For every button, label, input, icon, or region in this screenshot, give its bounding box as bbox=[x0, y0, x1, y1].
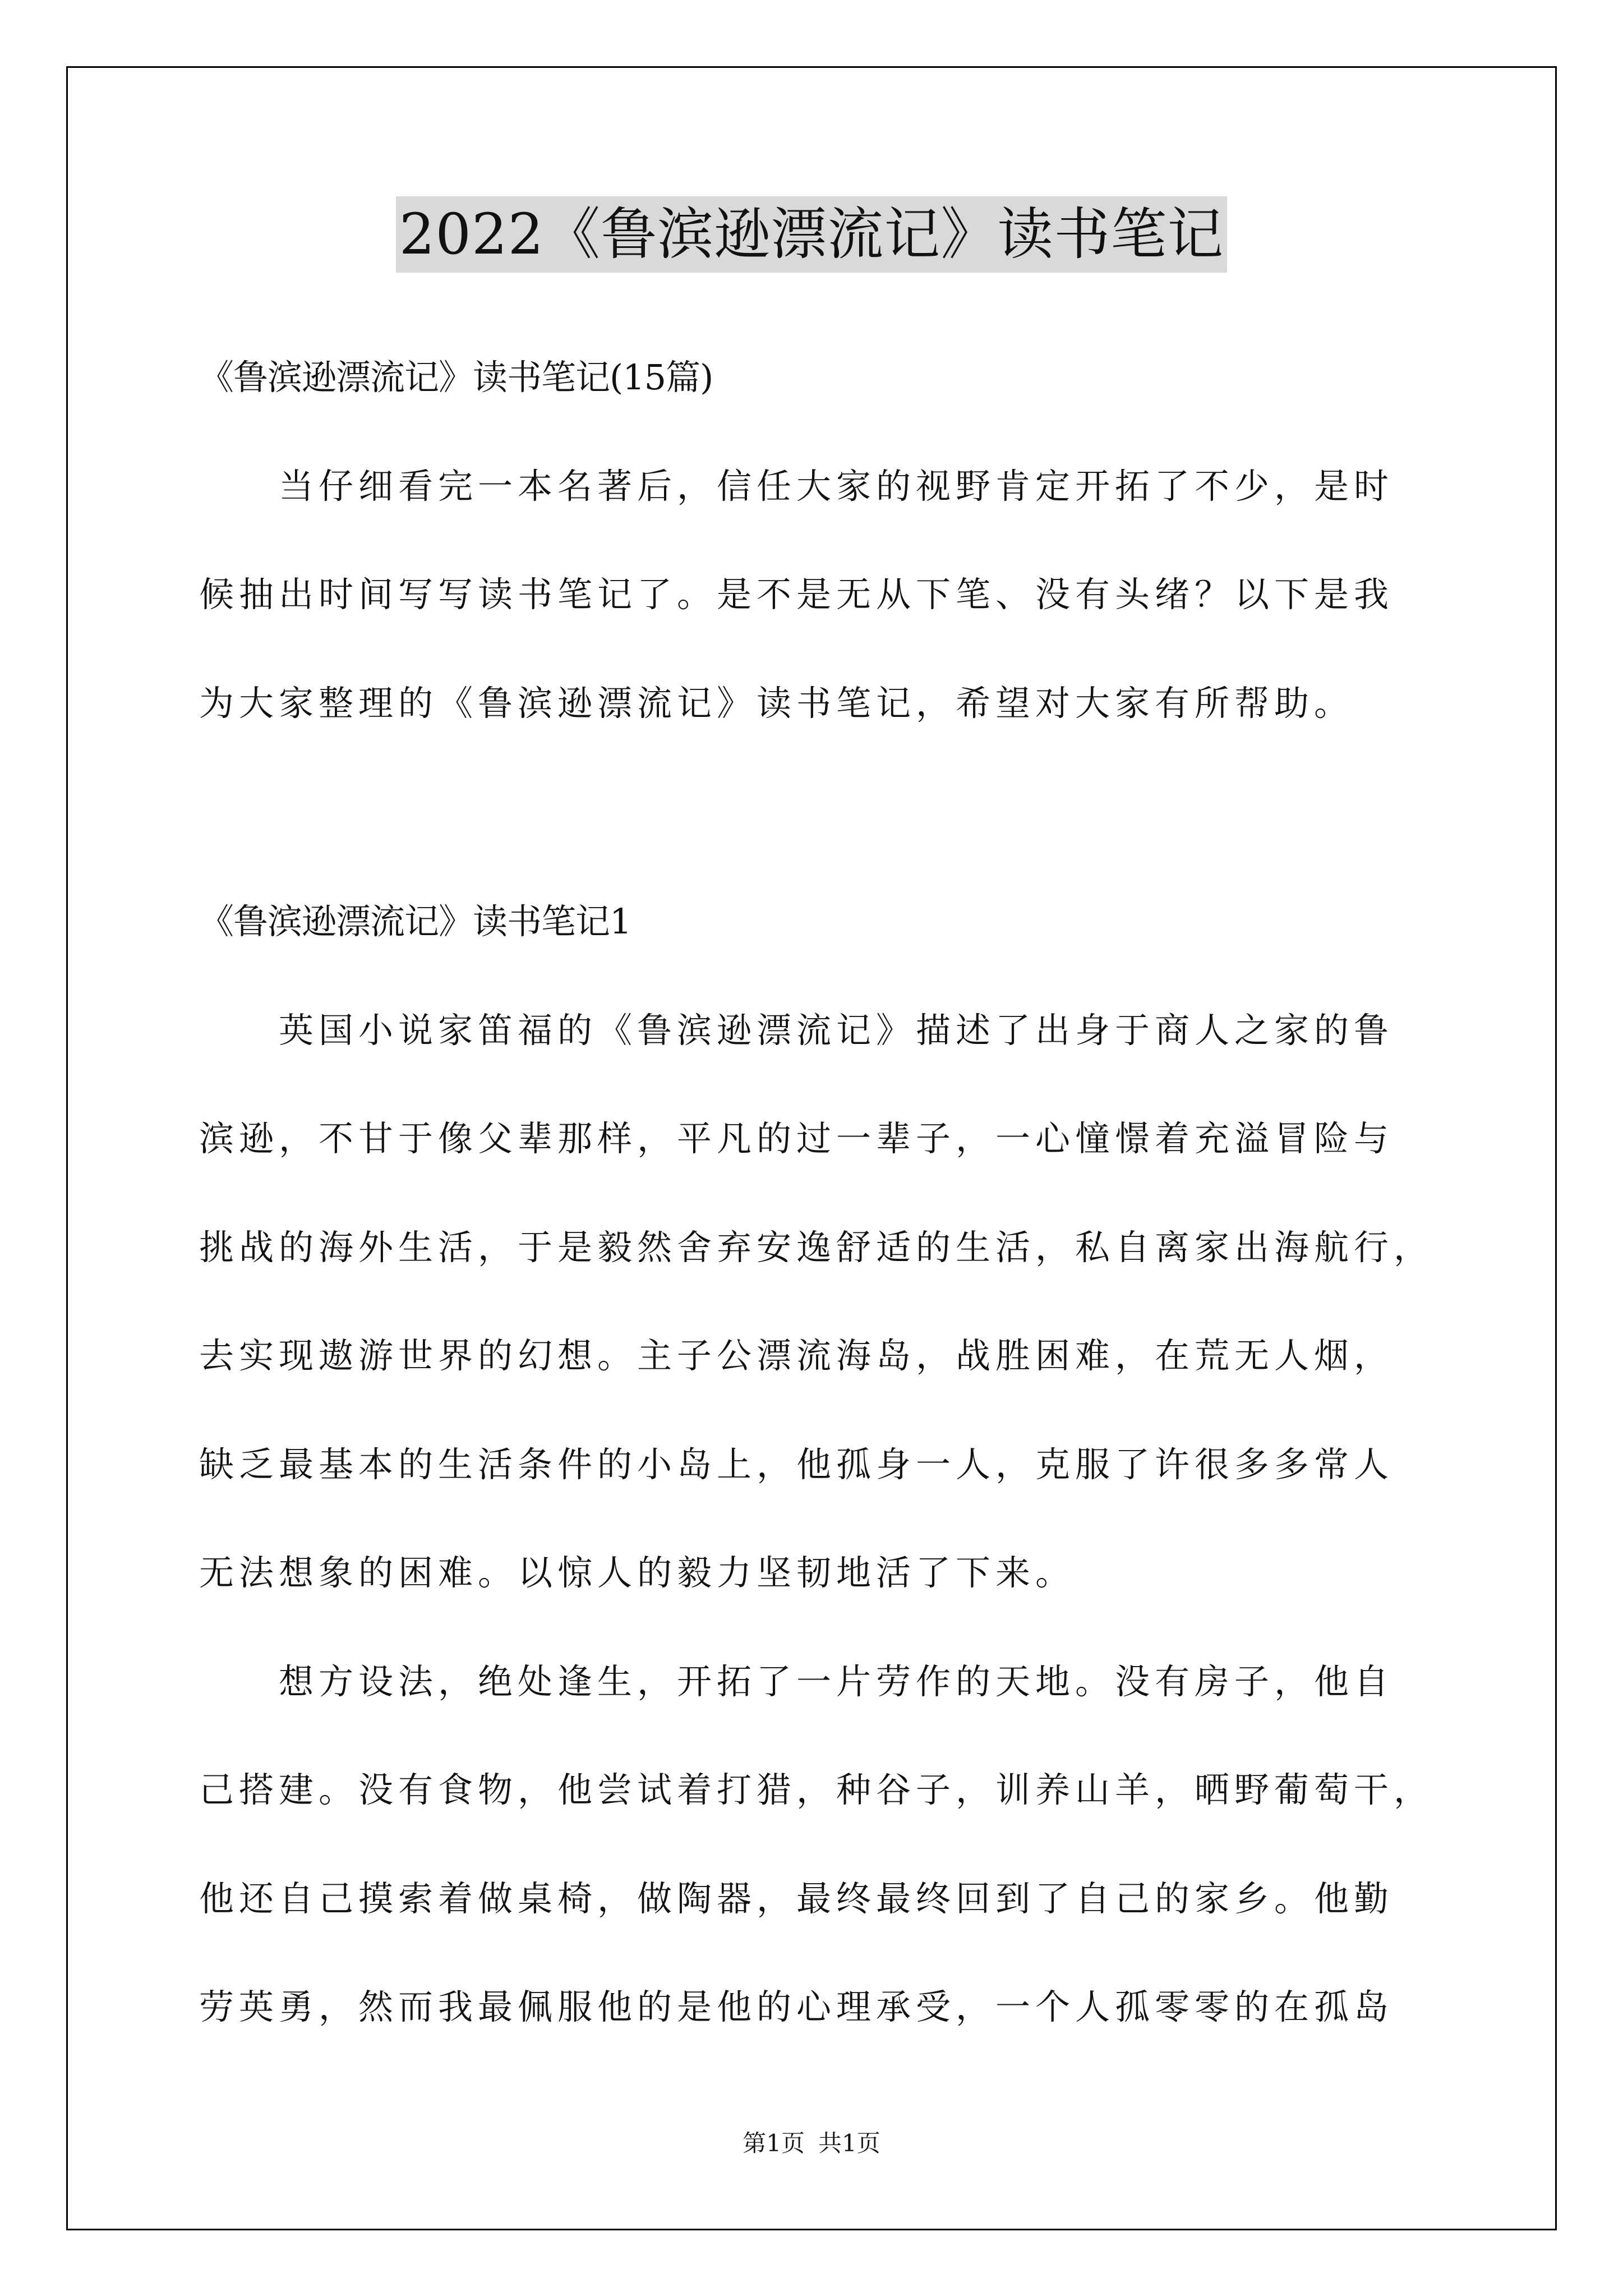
intro-line: 当仔细看完一本名著后，信任大家的视野肯定开拓了不少，是时 bbox=[199, 466, 1394, 507]
section-heading: 《鲁滨逊漂流记》读书笔记1 bbox=[199, 901, 631, 942]
document-subtitle: 《鲁滨逊漂流记》读书笔记(15篇) bbox=[199, 357, 713, 398]
paragraph-line: 他还自己摸索着做桌椅，做陶器，最终最终回到了自己的家乡。他勤 bbox=[199, 1878, 1394, 1919]
paragraph-line: 英国小说家笛福的《鲁滨逊漂流记》描述了出身于商人之家的鲁 bbox=[199, 1010, 1394, 1051]
paragraph-line: 滨逊，不甘于像父辈那样，平凡的过一辈子，一心憧憬着充溢冒险与 bbox=[199, 1118, 1394, 1159]
intro-line: 候抽出时间写写读书笔记了。是不是无从下笔、没有头绪？以下是我 bbox=[199, 574, 1394, 615]
intro-line: 为大家整理的《鲁滨逊漂流记》读书笔记，希望对大家有所帮助。 bbox=[199, 683, 1354, 724]
page-total: 共1页 bbox=[818, 2129, 880, 2157]
paragraph-line: 无法想象的困难。以惊人的毅力坚韧地活了下来。 bbox=[199, 1552, 1076, 1593]
paragraph-line: 去实现遨游世界的幻想。主子公漂流海岛，战胜困难，在荒无人烟， bbox=[199, 1335, 1394, 1376]
page-footer bbox=[0, 2128, 1623, 2159]
document-title: 2022《鲁滨逊漂流记》读书笔记 bbox=[396, 196, 1228, 273]
page-number: 第1页 bbox=[743, 2129, 805, 2157]
paragraph-line: 想方设法，绝处逢生，开拓了一片劳作的天地。没有房子，他自 bbox=[199, 1661, 1394, 1702]
title-container bbox=[0, 196, 1623, 273]
paragraph-line: 己搭建。没有食物，他尝试着打猎，种谷子，训养山羊，晒野葡萄干， bbox=[199, 1769, 1434, 1810]
paragraph-line: 劳英勇，然而我最佩服他的是他的心理承受，一个人孤零零的在孤岛 bbox=[199, 1986, 1394, 2027]
paragraph-line: 挑战的海外生活，于是毅然舍弃安逸舒适的生活，私自离家出海航行， bbox=[199, 1227, 1434, 1268]
paragraph-line: 缺乏最基本的生活条件的小岛上，他孤身一人，克服了许很多多常人 bbox=[199, 1444, 1394, 1485]
